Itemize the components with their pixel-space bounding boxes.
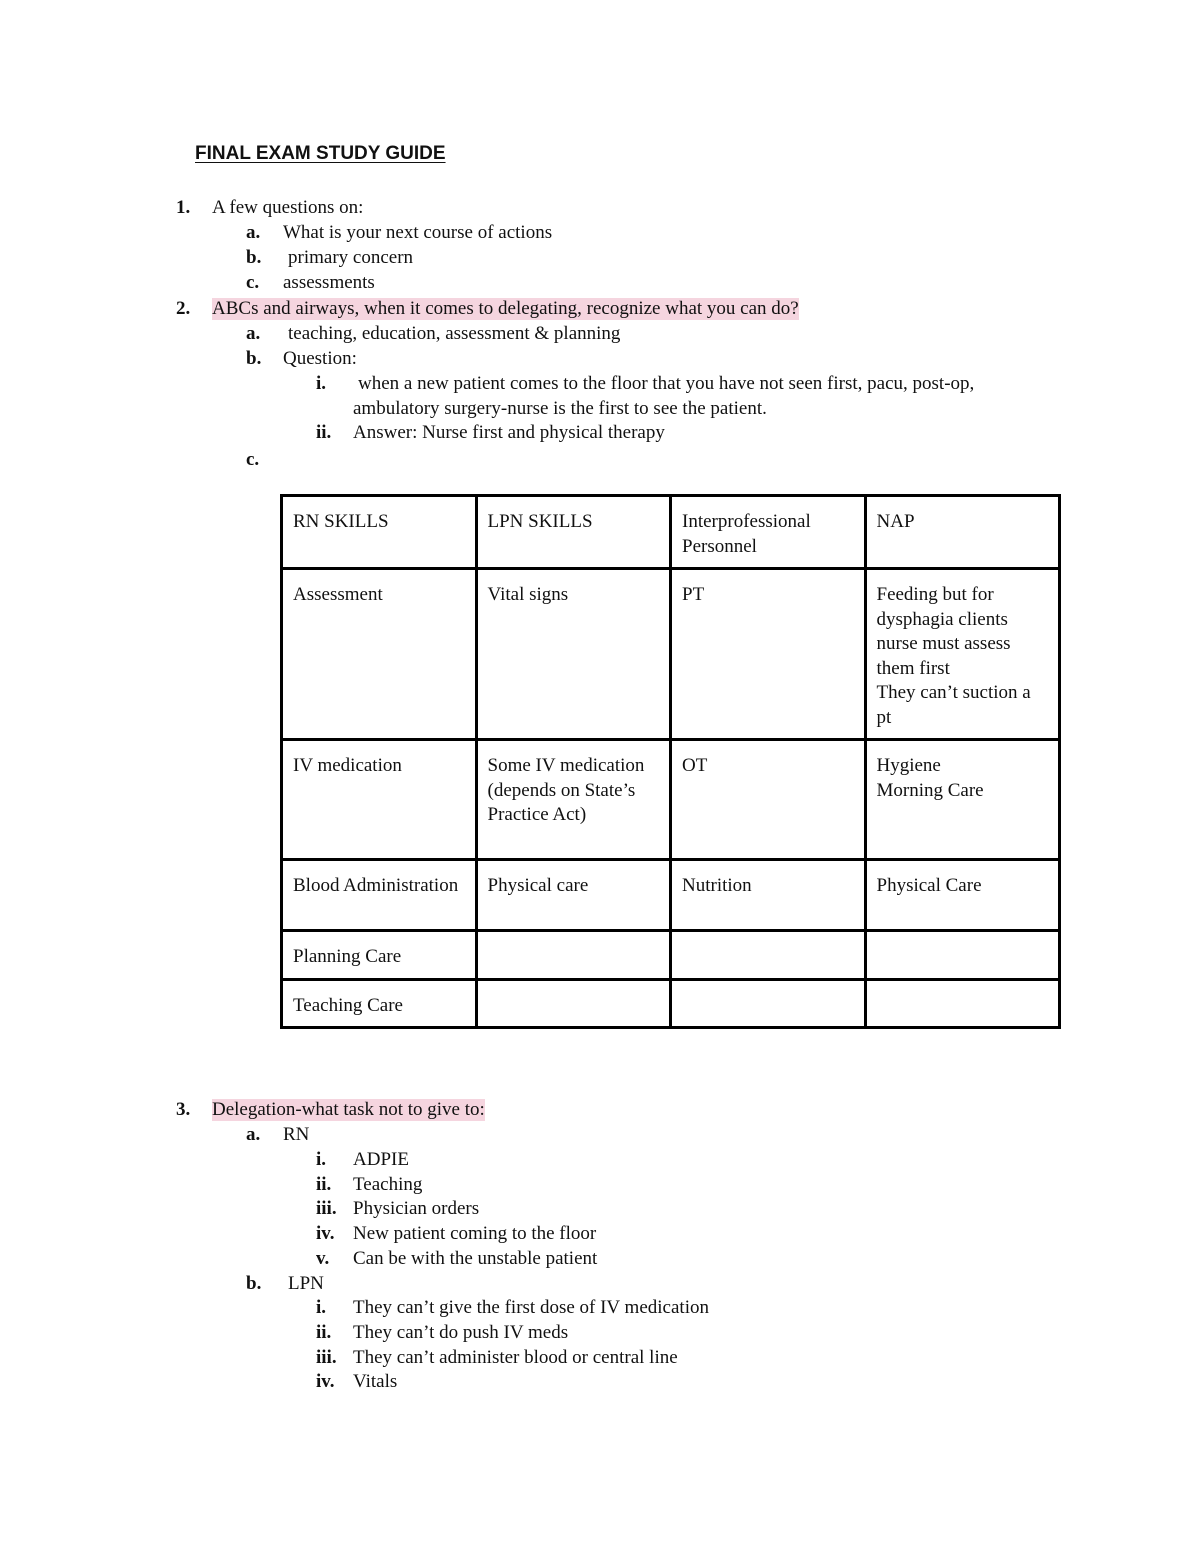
table-header-cell: RN SKILLS	[282, 496, 477, 569]
lpn-item-text: They can’t do push IV meds	[353, 1322, 569, 1343]
table-row	[282, 569, 1060, 740]
item1-number: 1.	[176, 197, 191, 218]
item3-b-marker: b.	[246, 1273, 262, 1294]
table-cell	[476, 979, 671, 1028]
lpn-item-marker: iii.	[316, 1347, 337, 1368]
table-cell	[671, 931, 866, 980]
lpn-item-text: Vitals	[353, 1371, 398, 1392]
table-cell	[476, 931, 671, 980]
table-cell	[865, 931, 1060, 980]
item3-number: 3.	[176, 1099, 191, 1120]
rn-item-text: Can be with the unstable patient	[353, 1248, 598, 1269]
item2-i-line2: ambulatory surgery-nurse is the first to see the patient.	[353, 398, 767, 419]
item2-b-marker: b.	[246, 348, 262, 369]
rn-item-marker: i.	[316, 1149, 327, 1170]
delegation-table	[280, 494, 1061, 1029]
rn-item-text: Physician orders	[353, 1198, 480, 1219]
table-cell: Teaching Care	[282, 979, 477, 1028]
table-row	[282, 860, 1060, 931]
table-cell: Physical Care	[865, 860, 1060, 931]
rn-item-text: ADPIE	[353, 1149, 409, 1170]
item3-text: Delegation-what task not to give to:	[212, 1099, 485, 1120]
lpn-item-text: They can’t give the first dose of IV medication	[353, 1297, 709, 1318]
item2-a-marker: a.	[246, 323, 261, 344]
item3-a-text: RN	[283, 1124, 310, 1145]
item1-c-text: assessments	[283, 272, 375, 293]
item1-text: A few questions on:	[212, 197, 364, 218]
table-cell-line: Feeding but for dysphagia clients nurse must assess them first	[876, 584, 1011, 679]
item2-a-text: teaching, education, assessment & planning	[288, 323, 621, 344]
item2-ii-marker: ii.	[316, 422, 332, 443]
item1-b-marker: b.	[246, 247, 262, 268]
table-cell-line: Hygiene	[876, 755, 941, 776]
table-row	[282, 740, 1060, 860]
table-row	[282, 979, 1060, 1028]
lpn-item-marker: ii.	[316, 1322, 332, 1343]
item1-b-text: primary concern	[288, 247, 414, 268]
table-cell: Blood Administration	[282, 860, 477, 931]
table-header-cell: NAP	[865, 496, 1060, 569]
rn-item-marker: v.	[316, 1248, 330, 1269]
item2-i-marker: i.	[316, 373, 327, 394]
table-cell: Nutrition	[671, 860, 866, 931]
table-cell	[671, 979, 866, 1028]
rn-item-marker: iii.	[316, 1198, 337, 1219]
rn-item-text: New patient coming to the floor	[353, 1223, 597, 1244]
table-cell: Planning Care	[282, 931, 477, 980]
item2-b-text: Question:	[283, 348, 357, 369]
lpn-item-marker: iv.	[316, 1371, 335, 1392]
rn-item-text: Teaching	[353, 1174, 423, 1195]
table-cell-line: Morning Care	[876, 779, 984, 801]
item2-ii-text: Answer: Nurse first and physical therapy	[353, 422, 665, 443]
item2-i-line1: when a new patient comes to the floor that you have not seen first, pacu, post-op,	[358, 373, 975, 394]
item2-number: 2.	[176, 298, 191, 319]
table-cell: IV medication	[282, 740, 477, 860]
table-cell: Assessment	[282, 569, 477, 740]
item3-a-marker: a.	[246, 1124, 261, 1145]
table-cell	[865, 569, 1060, 740]
item2-c-marker: c.	[246, 449, 260, 470]
table-cell: Some IV medication (depends on State’s Practice Act)	[476, 740, 671, 860]
table-header-cell: LPN SKILLS	[476, 496, 671, 569]
item2-text: ABCs and airways, when it comes to delegating, recognize what you can do?	[212, 298, 799, 319]
item3-b-text: LPN	[288, 1273, 324, 1294]
lpn-item-marker: i.	[316, 1297, 327, 1318]
lpn-item-text: They can’t administer blood or central line	[353, 1347, 678, 1368]
item1-a-text: What is your next course of actions	[283, 222, 553, 243]
item1-c-marker: c.	[246, 272, 260, 293]
table-header-row	[282, 496, 1060, 569]
table-cell	[865, 740, 1060, 860]
table-cell: Vital signs	[476, 569, 671, 740]
rn-item-marker: ii.	[316, 1174, 332, 1195]
table-cell: Physical care	[476, 860, 671, 931]
table-cell	[865, 979, 1060, 1028]
page-title: FINAL EXAM STUDY GUIDE	[195, 143, 446, 164]
item1-a-marker: a.	[246, 222, 261, 243]
table-row	[282, 931, 1060, 980]
table-cell: OT	[671, 740, 866, 860]
table-header-cell: Interprofessional Personnel	[671, 496, 866, 569]
table-cell-line: They can’t suction a pt	[876, 682, 1031, 728]
table-cell: PT	[671, 569, 866, 740]
rn-item-marker: iv.	[316, 1223, 335, 1244]
